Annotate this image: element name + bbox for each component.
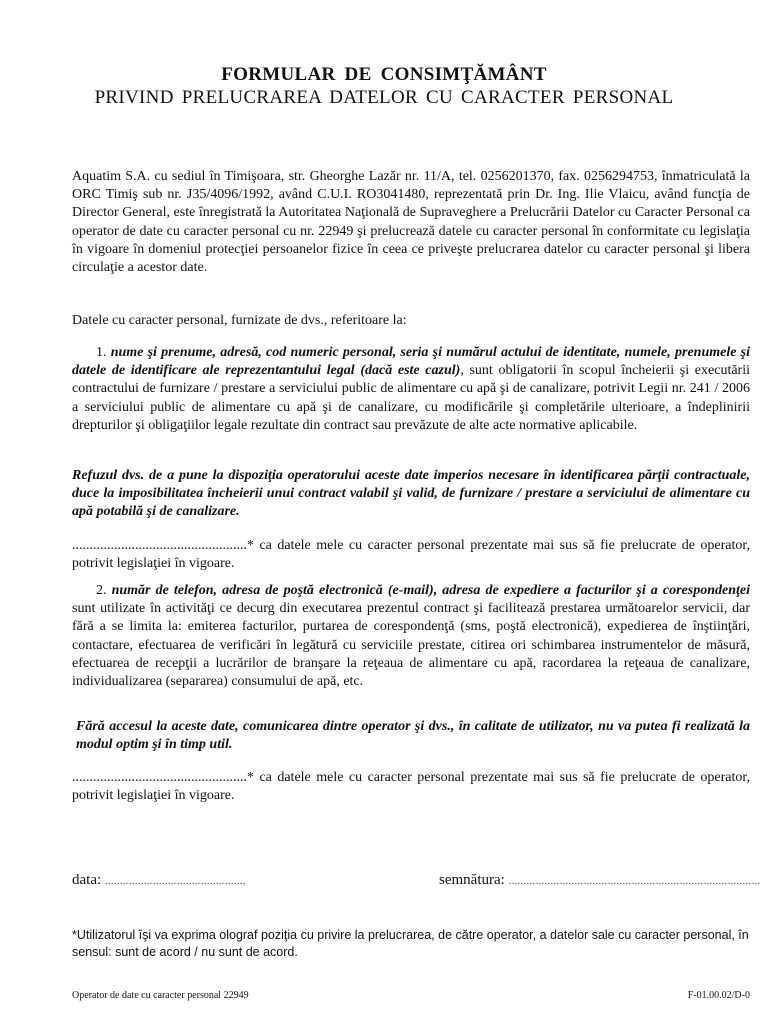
date-blank[interactable]: ............................................... (104, 876, 246, 887)
item-1-emphasis: nume şi prenume, adresă, cod numeric personal, seria şi numărul actului de identitate, numele, prenumele şi datele de identificare ale reprezentantului legal (dacă este cazul) (72, 345, 750, 379)
footnote: *Utilizatorul îşi va exprima olograf poziţia cu privire la prelucrarea, de către operator, a datelor sale cu caracter personal, în sensul: sunt de acord / nu sunt de acord. (72, 928, 749, 959)
item-2-number: 2. (96, 583, 107, 598)
footer-operator-number: Operator de date cu caracter personal 22949 (72, 990, 249, 1001)
date-label: data: (72, 872, 102, 888)
consent-statement-2[interactable] (72, 769, 750, 805)
date-field[interactable] (72, 872, 246, 889)
item-1-text: , sunt obligatorii în scopul încheierii şi executării contractului de furnizare / prestare a serviciului public de alimentare cu apă şi de canalizare, potrivit Legii nr. 241 / 2006 a serviciului public de alimentare cu apă şi de canalizare, cu modificările şi completările ulterioare, a îndeplinirii drepturilor şi obligaţiilor legale rezultate din contract sau prevăzute de alte acte normative aplicabile. (72, 363, 750, 433)
form-subtitle: PRIVIND PRELUCRAREA DATELOR CU CARACTER PERSONAL (94, 87, 674, 108)
consent-text-2: * ca datele mele cu caracter personal prezentate mai sus să fie prelucrate de operator, potrivit legislaţiei în vigoare. (72, 770, 750, 804)
consent-blank-2[interactable]: .................................................. (72, 770, 247, 785)
signature-label: semnătura: (439, 872, 505, 888)
consent-text-1: * ca datele mele cu caracter personal prezentate mai sus să fie prelucrate de operator, potrivit legislaţiei în vigoare. (72, 538, 750, 572)
refusal-warning: Refuzul dvs. de a pune la dispoziţia operatorului aceste date imperios necesare în identificarea părţii contractuale, duce la imposibilitatea încheierii unui contract valabil şi valid, de furnizare / prestare a serviciului de alimentare cu apă potabilă şi de canalizare. (72, 468, 750, 520)
item-1-number: 1. (96, 345, 107, 360)
consent-blank-1[interactable]: .................................................. (72, 538, 247, 553)
signature-field[interactable] (439, 872, 761, 889)
item-2-paragraph (72, 582, 750, 691)
item-1-paragraph (72, 344, 750, 435)
footer-form-code: F-01.00.02/D-0 (687, 990, 750, 1001)
signature-blank[interactable]: .................................................................................... (508, 876, 761, 887)
operator-intro-paragraph: Aquatim S.A. cu sediul în Timişoara, str. Gheorghe Lazăr nr. 11/A, tel. 0256201370, fax. 0256294753, înmatriculată la ORC Timiş sub nr. J35/4096/1992, având C.U.I. RO3041480, reprezentată prin Dr. Ing. Ilie Vlaicu, având funcţia de Director General, este înregistrată la Autoritatea Naţională de Supraveghere a Prelucrării Datelor cu Caracter Personal ca operator de date cu caracter personal cu nr. 22949 şi prelucrează datele cu caracter personal în conformitate cu legislaţia în vigoare în domeniul protecţiei persoanelor fizice în ceea ce priveşte prelucrarea datelor cu caracter personal şi libera circulaţie a acestor date. (72, 169, 750, 276)
data-lead-sentence: Datele cu caracter personal, furnizate de dvs., referitoare la: (72, 313, 407, 328)
item-2-text: sunt utilizate în activităţi ce decurg din executarea prezentul contract şi facilitează prestarea următoarelor servicii, dar fără a se limita la: emiterea facturilor, purtarea de corespondenţă (sms, poştă electronică), expedierea de înştiinţări, contactare, efectuarea de verificări în legătură cu serviciile prestate, citirea ori schimbarea instrumentelor de măsură, efectuarea de recepţii a lucrărilor de branşare la reţeaua de alimentare cu apă, racordarea la reţeaua de canalizare, individualizarea (separarea) consumului de apă, etc. (72, 601, 750, 690)
form-title: FORMULAR DE CONSIMŢĂMÂNT (221, 64, 547, 85)
item-2-emphasis: număr de telefon, adresa de poştă electronică (e-mail), adresa de expediere a facturilor şi a corespondenţei (111, 583, 750, 598)
consent-statement-1[interactable] (72, 537, 750, 573)
access-warning: Fără accesul la aceste date, comunicarea dintre operator şi dvs., în calitate de utilizator, nu va putea fi realizată la modul optim şi în timp util. (76, 719, 750, 753)
